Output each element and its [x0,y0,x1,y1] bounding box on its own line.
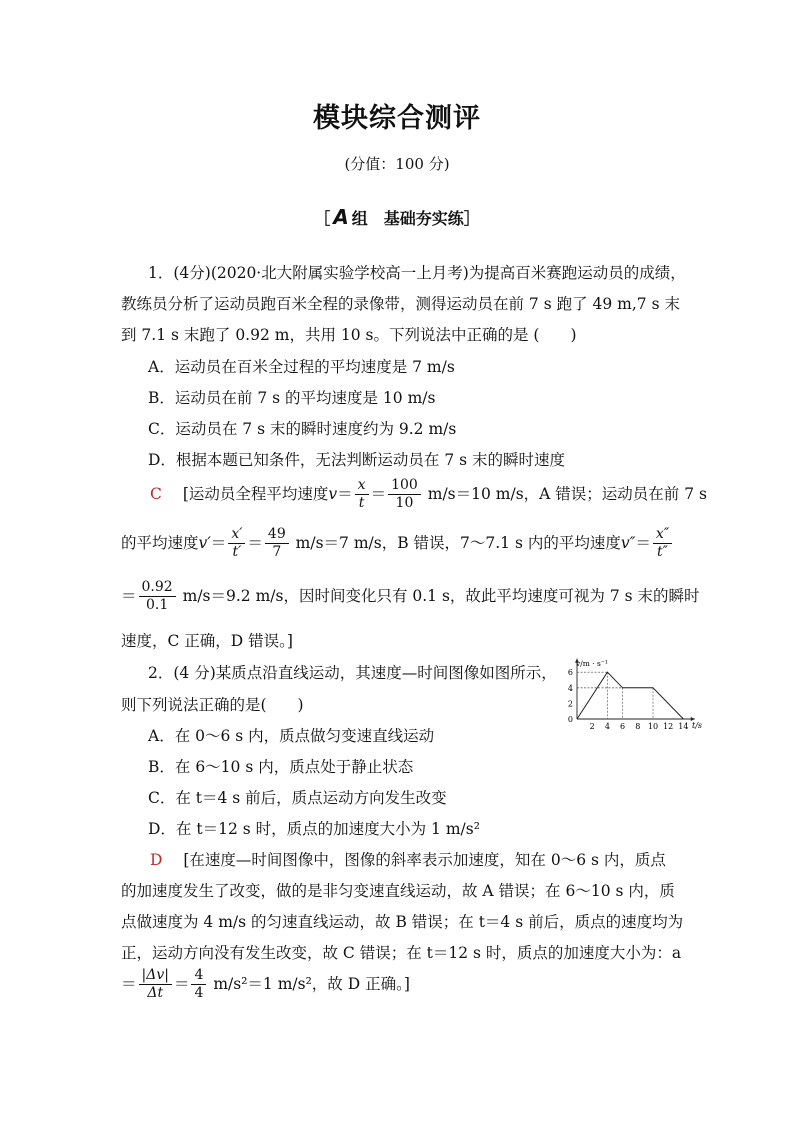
bracket-close: ］ [463,209,480,228]
q1-option-c: C．运动员在 7 s 末的瞬时速度约为 9.2 m/s [148,420,457,438]
q2-option-d: D．在 t＝12 s 时，质点的加速度大小为 1 m/s² [148,820,480,838]
x-tick-label: 4 [604,722,610,731]
q1-option-b: B．运动员在前 7 s 的平均速度是 10 m/s [148,389,436,407]
q2-stem-line1: 2．(4 分)某质点沿直线运动，其速度—时间图像如图所示， [148,664,557,682]
y-tick-label: 4 [567,683,573,693]
y-axis-label: v/m · s⁻¹ [576,659,608,668]
q2-explanation-line3: 点做速度为 4 m/s 的匀速直线运动，故 B 错误；在 t＝4 s 前后，质点的速度均为 [121,913,684,931]
y-tick-label: 0 [567,715,573,724]
q1-explanation-line3: ＝ $\frac{0.92}{0.1}$ m/s＝9.2 m/s，因时间变化只有 0.1 s，故此平均速度可视为 7 s 末的瞬时 [121,579,700,614]
bracket-open: ［ [314,209,331,228]
fraction: $\frac{x''}{t''}$ [653,527,672,561]
x-axis-label: t/s [692,721,703,730]
score-note: (分值：100 分) [344,155,450,173]
graph-guides [577,672,653,719]
x-tick-label: 8 [635,722,641,731]
y-tick-label: 2 [567,699,573,709]
q1-option-a: A．运动员在百米全过程的平均速度是 7 m/s [148,358,455,376]
section-heading [0,205,794,229]
graph-series [577,672,683,719]
x-tick-label: 2 [589,722,595,731]
fraction: $\frac{x'}{t'}$ [228,527,245,561]
graph-ticks [568,668,689,731]
x-tick-label: 6 [620,722,626,731]
group-text: 组 基础夯实练 [351,209,464,228]
fraction: $\frac{0.92}{0.1}$ [139,580,176,614]
q1-answer: C [150,484,162,503]
q2-option-b: B．在 6～10 s 内，质点处于静止状态 [148,758,414,776]
x-tick-label: 12 [663,722,674,731]
x-tick-label: 10 [647,722,659,731]
group-letter: A [333,205,349,229]
fraction: $\frac{|\Delta v|}{\Delta t}$ [139,968,172,1002]
q1-stem-line2: 教练员分析了运动员跑百米全程的录像带，测得运动员在前 7 s 跑了 49 m,7 s 末 [121,295,680,313]
q1-stem-line1: 1．(4分)(2020·北大附属实验学校高一上月考)为提高百米赛跑运动员的成绩， [148,264,686,282]
q2-explanation-line2: 的加速度发生了改变，做的是非匀变速直线运动，故 A 错误；在 6～10 s 内，质 [121,882,675,900]
page-title: 模块综合测评 [313,103,481,134]
q2-explanation-line5: ＝ $\frac{|\Delta v|}{\Delta t}$ ＝ $\frac{4}{4}$ m/s²＝1 m/s²，故 D 正确。] [121,967,410,1002]
velocity-line [577,672,683,719]
x-tick-label: 14 [678,722,689,731]
q1-stem-line3: 到 7.1 s 末跑了 0.92 m，共用 10 s。下列说法中正确的是 ( ) [121,326,577,344]
q1-explanation-line2: 的平均速度v′＝ $\frac{x'}{t'}$ ＝ $\frac{49}{7}$ m/s＝7 m/s，B 错误，7～7.1 s 内的平均速度v″＝ $\frac{x''}{t''}$ [121,527,674,561]
q2-answer: D [150,851,163,869]
fraction: $\frac{100}{10}$ [388,478,421,512]
q2-option-a: A．在 0～6 s 内，质点做匀变速直线运动 [148,727,435,745]
q2-explanation-line4: 正，运动方向没有发生改变，故 C 错误；在 t＝12 s 时，质点的加速度大小为：a [121,944,682,962]
y-tick-label: 6 [567,668,573,678]
fraction: $\frac{49}{7}$ [265,527,289,561]
q2-option-c: C．在 t＝4 s 前后，质点运动方向发生改变 [148,789,447,807]
q1-explanation-line4: 速度，C 正确，D 错误。] [121,632,293,650]
fraction: $\frac{4}{4}$ [191,968,206,1002]
q1-option-d: D．根据本题已知条件，无法判断运动员在 7 s 末的瞬时速度 [148,451,566,469]
q1-explanation-line1: C [运动员全程平均速度v＝ $\frac{x}{t}$ ＝ $\frac{100}{10}$ m/s＝10 m/s，A 错误；运动员在前 7 s [150,477,707,512]
q2-explanation-line1: D [在速度—时间图像中，图像的斜率表示加速度，知在 0～6 s 内，质点 [150,851,666,869]
velocity-time-graph [560,657,710,739]
fraction: $\frac{x}{t}$ [355,478,369,512]
q2-stem-line2: 则下列说法正确的是( ) [121,696,304,714]
